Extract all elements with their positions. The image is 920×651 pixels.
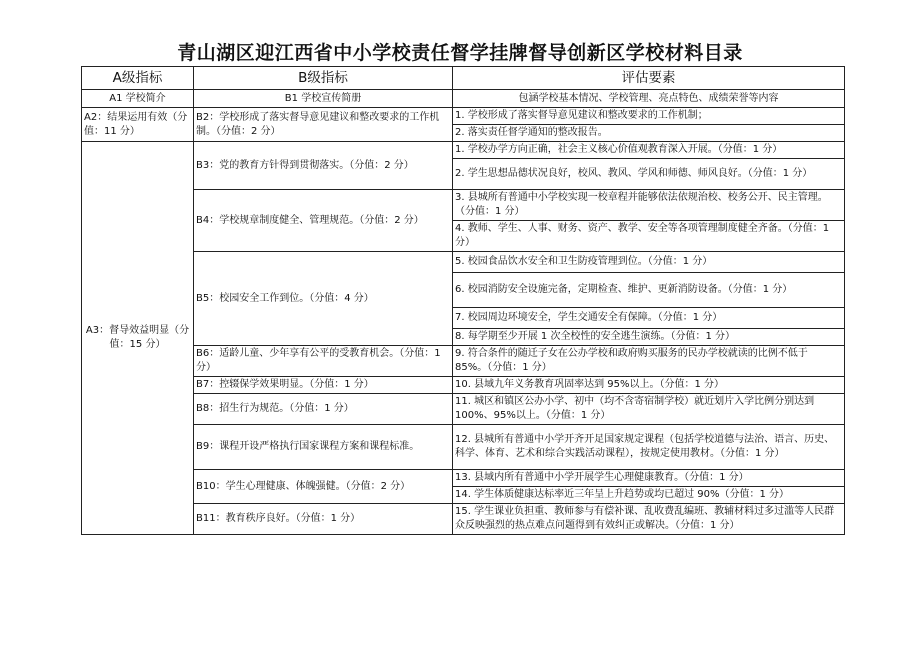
element-cell: 14. 学生体质健康达标率近三年呈上升趋势或均已超过 90%（分值：1 分） (453, 487, 845, 504)
element-cell: 11. 城区和镇区公办小学、初中（均不含寄宿制学校）就近划片入学比例分别达到 100%、95%以上。（分值：1 分） (453, 394, 845, 425)
element-cell: 6. 校园消防安全设施完备，定期检查、维护、更新消防设备。（分值：1 分） (453, 273, 845, 308)
element-cell: 1. 学校形成了落实督导意见建议和整改要求的工作机制； (453, 108, 845, 125)
table-row (82, 90, 845, 108)
a2-cell: A2：结果运用有效（分值：11 分） (82, 108, 194, 142)
element-cell: 2. 学生思想品德状况良好，校风、教风、学风和师德、师风良好。（分值：1 分） (453, 159, 845, 190)
element-cell: 15. 学生课业负担重、教师参与有偿补课、乱收费乱编班、教辅材料过多过滥等人民群众反映强烈的热点难点问题得到有效纠正或解决。（分值：1 分） (453, 504, 845, 535)
table-row (82, 108, 845, 125)
page-title: 青山湖区迎江西省中小学校责任督学挂牌督导创新区学校材料目录 (177, 42, 743, 64)
b7-cell: B7：控辍保学效果明显。（分值：1 分） (194, 377, 453, 394)
element-cell: 7. 校园周边环境安全，学生交通安全有保障。（分值：1 分） (453, 308, 845, 329)
table-row (82, 142, 845, 159)
table-row (82, 470, 845, 487)
element-cell: 10. 县域九年义务教育巩固率达到 95%以上。（分值：1 分） (453, 377, 845, 394)
b6-cell: B6：适龄儿童、少年享有公平的受教育机会。（分值：1 分） (194, 346, 453, 377)
table-row (82, 425, 845, 470)
element-cell: 5. 校园食品饮水安全和卫生防疫管理到位。（分值：1 分） (453, 252, 845, 273)
table-row (82, 346, 845, 377)
a1-cell: A1 学校简介 (82, 90, 194, 108)
header-row (82, 67, 845, 90)
header-a-level: A级指标 (82, 67, 194, 90)
b2-cell: B2：学校形成了落实督导意见建议和整改要求的工作机制。（分值：2 分） (194, 108, 453, 142)
element-cell: 9. 符合条件的随迁子女在公办学校和政府购买服务的民办学校就读的比例不低于 85%。（分值：1 分） (453, 346, 845, 377)
table-row (82, 394, 845, 425)
element-cell: 13. 县域内所有普通中小学开展学生心理健康教育。（分值：1 分） (453, 470, 845, 487)
b1-elements: 包涵学校基本情况、学校管理、亮点特色、成绩荣誉等内容 (453, 90, 845, 108)
element-cell: 12. 县城所有普通中小学开齐开足国家规定课程（包括学校道德与法治、语言、历史、科学、体育、艺术和综合实践活动课程），按规定使用教材。（分值：1 分） (453, 425, 845, 470)
table-row (82, 377, 845, 394)
b9-cell: B9：课程开设严格执行国家课程方案和课程标准。 (194, 425, 453, 470)
element-cell: 2. 落实责任督学通知的整改报告。 (453, 125, 845, 142)
element-cell: 8. 每学期至少开展 1 次全校性的安全逃生演练。（分值：1 分） (453, 329, 845, 346)
table-row (82, 252, 845, 273)
b3-cell: B3：党的教育方针得到贯彻落实。（分值：2 分） (194, 142, 453, 190)
table-row (82, 504, 845, 535)
element-cell: 4. 教师、学生、人事、财务、资产、教学、安全等各项管理制度健全齐备。（分值：1 分） (453, 221, 845, 252)
b11-cell: B11：教育秩序良好。（分值：1 分） (194, 504, 453, 535)
b8-cell: B8：招生行为规范。（分值：1 分） (194, 394, 453, 425)
a3-cell: A3：督导效益明显（分值：15 分） (82, 142, 194, 535)
element-cell: 1. 学校办学方向正确，社会主义核心价值观教育深入开展。（分值：1 分） (453, 142, 845, 159)
table-row (82, 190, 845, 221)
header-b-level: B级指标 (194, 67, 453, 90)
element-cell: 3. 县城所有普通中小学校实现一校章程并能够依法依规治校、校务公开、民主管理。（分值：1 分） (453, 190, 845, 221)
b10-cell: B10：学生心理健康、体魄强健。（分值：2 分） (194, 470, 453, 504)
b5-cell: B5：校园安全工作到位。（分值：4 分） (194, 252, 453, 346)
header-elements: 评估要素 (453, 67, 845, 90)
b1-cell: B1 学校宣传简册 (194, 90, 453, 108)
materials-table (81, 66, 845, 535)
b4-cell: B4：学校规章制度健全、管理规范。（分值：2 分） (194, 190, 453, 252)
